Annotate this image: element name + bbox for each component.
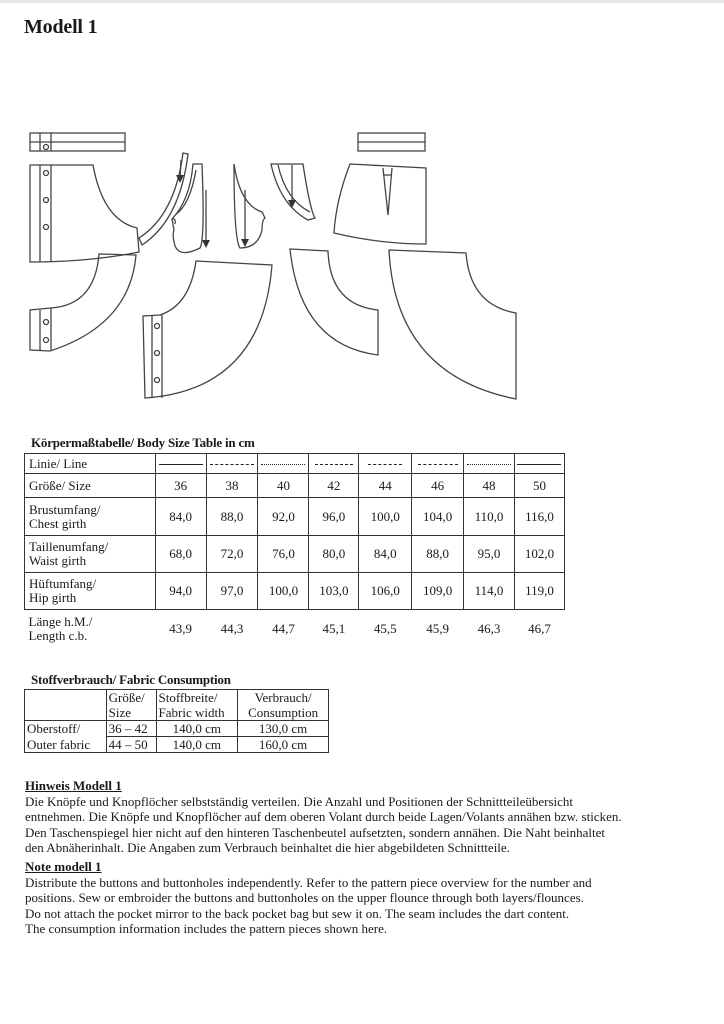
row-label: Taillenumfang/ Waist girth <box>25 536 156 573</box>
table-cell: 46,3 <box>477 620 501 636</box>
header-consumption: Verbrauch/ Consumption <box>238 690 329 721</box>
table-cell: 43,9 <box>169 620 192 636</box>
pattern-piece-waistband-front <box>30 133 125 151</box>
line-sample-50 <box>514 454 564 474</box>
table-cell: 94,0 <box>155 573 206 610</box>
row-label: Hüftumfang/ Hip girth <box>25 573 156 610</box>
size-label: Größe/ Size <box>25 474 156 498</box>
line-sample-44 <box>359 454 412 474</box>
line-sample-46 <box>412 454 464 474</box>
line-sample-48 <box>464 454 515 474</box>
note-line: den Abnäherinhalt. Die Angaben zum Verbrauch beinhaltet die hier abgebildeten Schnittteile. <box>25 840 510 855</box>
table-cell: 84,0 <box>359 536 412 573</box>
table-cell: 100,0 <box>258 573 309 610</box>
table-cell: 80,0 <box>309 536 359 573</box>
table-row <box>25 721 329 737</box>
table-cell: 95,0 <box>464 536 515 573</box>
table-cell: 46,7 <box>528 620 551 636</box>
note-german-heading: Hinweis Modell 1 <box>25 778 122 793</box>
table-cell: 96,0 <box>309 498 359 536</box>
size-cell: 50 <box>514 474 564 498</box>
table-cell: 160,0 cm <box>238 737 329 753</box>
header-size: Größe/ Size <box>106 690 156 721</box>
table-cell: 106,0 <box>359 573 412 610</box>
table-cell: 88,0 <box>206 498 258 536</box>
material-label-en: Outer fabric <box>25 737 107 753</box>
note-english-heading: Note modell 1 <box>25 859 102 874</box>
pattern-overview <box>0 120 724 440</box>
row-label: Brustumfang/ Chest girth <box>25 498 156 536</box>
note-german <box>25 778 715 856</box>
size-cell: 40 <box>258 474 309 498</box>
table-cell: 110,0 <box>464 498 515 536</box>
button-icon <box>155 324 160 329</box>
table-cell: 97,0 <box>206 573 258 610</box>
table-row <box>25 573 565 610</box>
size-cell: 44 <box>359 474 412 498</box>
button-icon <box>44 145 49 150</box>
button-icon <box>44 171 49 176</box>
table-cell: 102,0 <box>514 536 564 573</box>
pattern-piece-upper-flounce-back <box>290 249 378 355</box>
top-border <box>0 0 724 3</box>
note-line: Do not attach the pocket mirror to the back pocket bag but sew it on. The seam includes the dart content. <box>25 905 570 921</box>
table-cell: 130,0 cm <box>238 721 329 737</box>
body-size-table <box>24 453 565 648</box>
fabric-header-row <box>25 690 329 721</box>
table-row <box>25 610 565 648</box>
button-icon <box>155 378 160 383</box>
line-sample-42 <box>309 454 359 474</box>
pattern-piece-lower-flounce-front <box>143 261 272 398</box>
button-icon <box>44 338 49 343</box>
table-cell: 44 – 50 <box>106 737 156 753</box>
note-line: Den Taschenspiegel hier nicht auf den hinteren Taschenbeutel aufsetzten, sondern annähen. Die Naht beinhaltet <box>25 824 605 840</box>
table-cell: 84,0 <box>155 498 206 536</box>
pattern-piece-waistband-back <box>358 133 425 151</box>
size-row <box>25 474 565 498</box>
header-width: Stoffbreite/ Fabric width <box>156 690 238 721</box>
note-line: positions. Sew or embroider the buttons and buttonholes on the upper flounce through both layers/flounces. <box>25 890 584 905</box>
table-cell: 114,0 <box>464 573 515 610</box>
pattern-piece-front-skirt <box>30 165 139 262</box>
table-cell: 44,3 <box>220 620 244 636</box>
button-icon <box>44 198 49 203</box>
material-label-de: Oberstoff/ <box>25 721 107 737</box>
table-cell: 109,0 <box>412 573 464 610</box>
pattern-piece-pocket-bag-back <box>234 164 265 248</box>
table-row <box>25 498 565 536</box>
page-title: Modell 1 <box>24 16 98 38</box>
table-cell: 104,0 <box>412 498 464 536</box>
note-english <box>25 859 715 937</box>
table-cell: 76,0 <box>258 536 309 573</box>
table-cell: 45,9 <box>426 620 449 636</box>
pattern-piece-pocket-facing <box>139 153 188 245</box>
table-cell: 119,0 <box>514 573 564 610</box>
line-sample-38 <box>206 454 258 474</box>
size-cell: 46 <box>412 474 464 498</box>
table-cell: 116,0 <box>514 498 564 536</box>
pattern-piece-pocket-mirror <box>271 164 315 220</box>
size-cell: 38 <box>206 474 258 498</box>
table-cell: 140,0 cm <box>156 737 238 753</box>
table-cell: 45,1 <box>322 620 346 636</box>
table-row <box>25 536 565 573</box>
size-cell: 48 <box>464 474 515 498</box>
table-cell: 140,0 cm <box>156 721 238 737</box>
fabric-table-title: Stoffverbrauch/ Fabric Consumption <box>31 672 231 687</box>
line-sample-40 <box>258 454 309 474</box>
table-cell: 44,7 <box>272 620 295 636</box>
row-label: Länge h.M./ Length c.b. <box>28 613 93 643</box>
table-cell: 100,0 <box>359 498 412 536</box>
table-cell: 72,0 <box>206 536 258 573</box>
note-line: The consumption information includes the pattern pieces shown here. <box>25 921 388 936</box>
button-icon <box>44 320 49 325</box>
pattern-piece-lower-flounce-back <box>389 250 516 399</box>
pattern-piece-upper-flounce-front <box>30 254 136 351</box>
note-line: Distribute the buttons and buttonholes independently. Refer to the pattern piece overview for the number and <box>25 874 592 890</box>
button-icon <box>44 225 49 230</box>
table-cell: 45,5 <box>373 620 397 636</box>
table-cell: 88,0 <box>412 536 464 573</box>
table-cell: 103,0 <box>309 573 359 610</box>
table-cell: 68,0 <box>155 536 206 573</box>
empty-header-cell <box>25 690 107 721</box>
table-row <box>25 737 329 753</box>
pattern-piece-back-skirt <box>334 164 426 244</box>
line-sample-36 <box>155 454 206 474</box>
table-cell: 36 – 42 <box>106 721 156 737</box>
note-line: Die Knöpfe und Knopflöcher selbstständig verteilen. Die Anzahl und Positionen der Schnittteileübersicht <box>25 793 574 809</box>
line-row <box>25 454 565 474</box>
line-label: Linie/ Line <box>25 454 156 474</box>
note-line: entnehmen. Die Knöpfe und Knopflöcher auf dem oberen Volant durch beide Lagen/Volants annähen bzw. sticken. <box>25 809 622 824</box>
table-cell: 92,0 <box>258 498 309 536</box>
fabric-consumption-table <box>24 689 329 753</box>
size-cell: 42 <box>309 474 359 498</box>
body-size-table-title: Körpermaßtabelle/ Body Size Table in cm <box>31 435 255 450</box>
button-icon <box>155 351 160 356</box>
size-cell: 36 <box>155 474 206 498</box>
